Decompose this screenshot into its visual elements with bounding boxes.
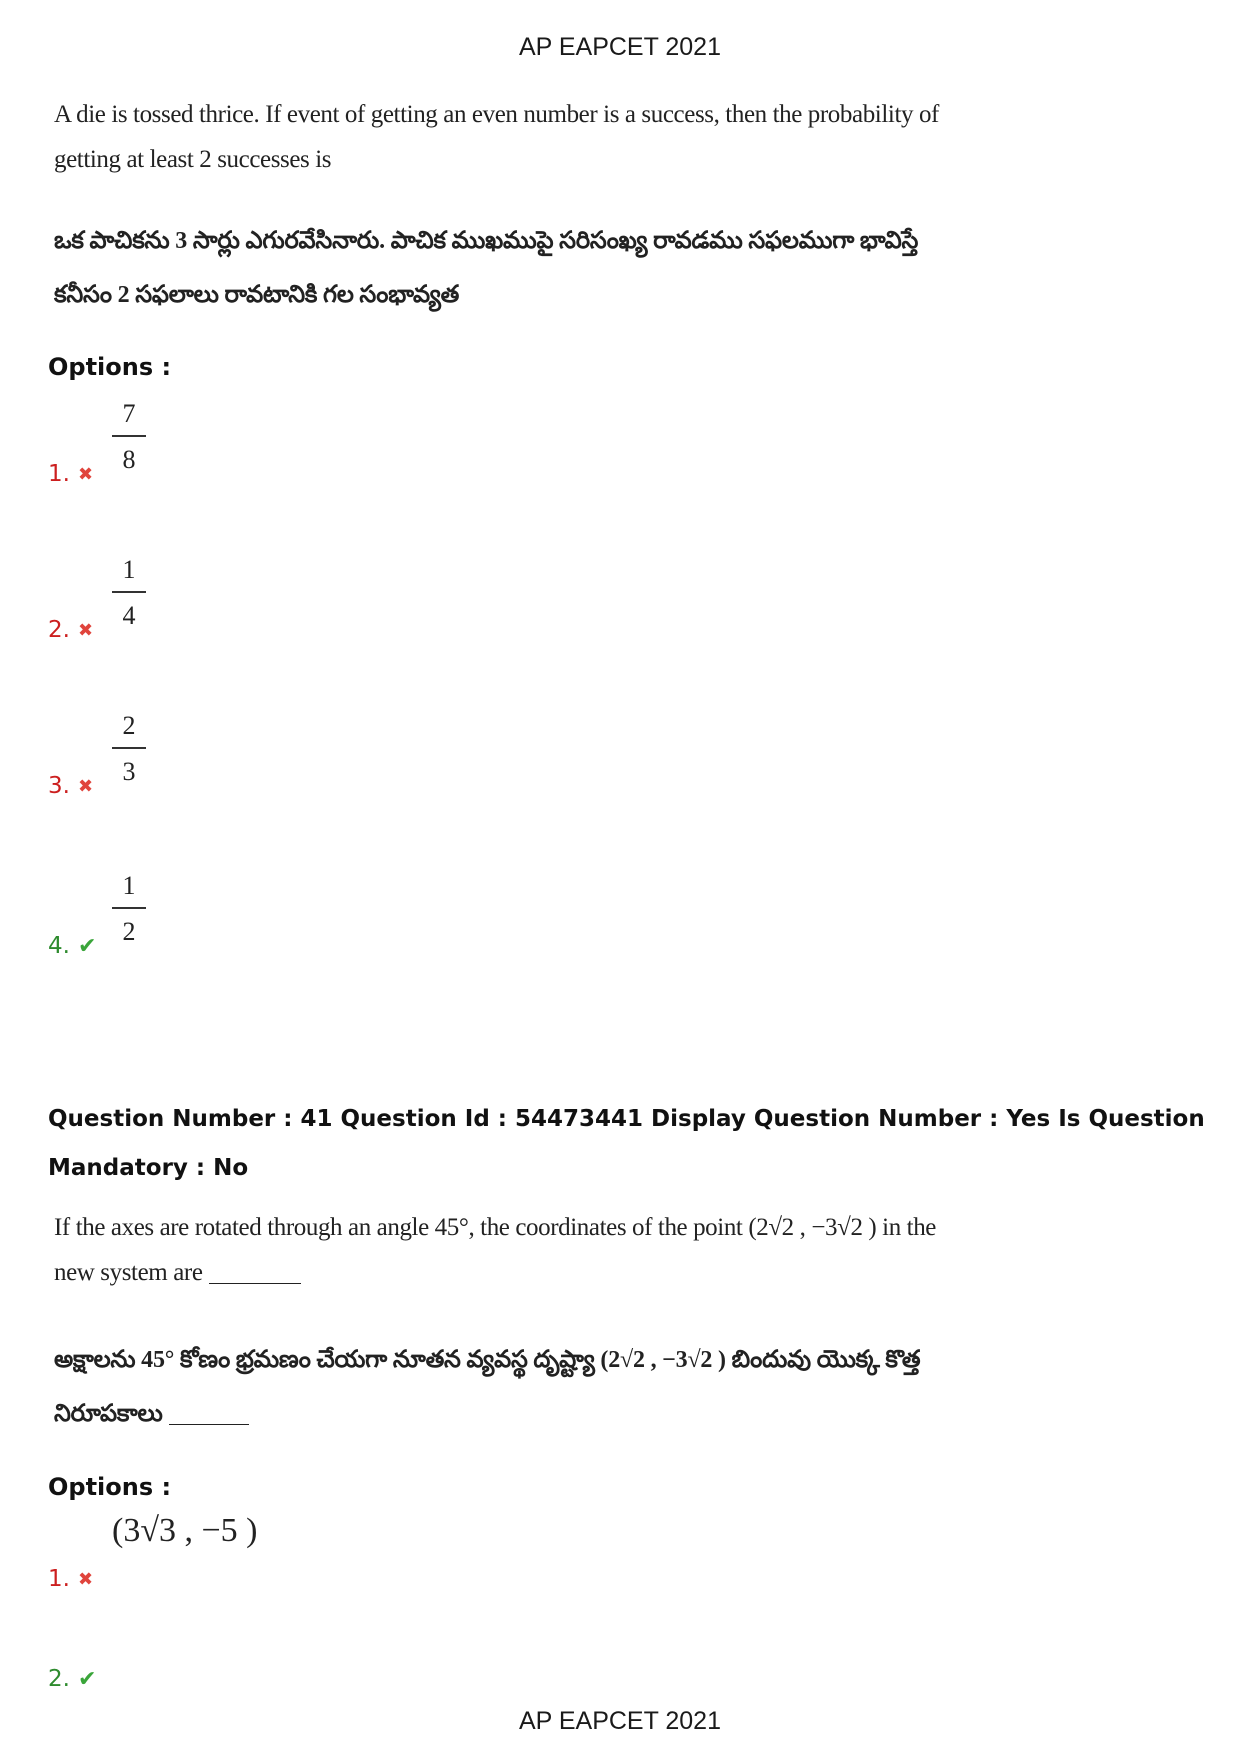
fraction-numerator: 1 <box>122 871 136 900</box>
question-line-text: నిరూపకాలు <box>54 1401 163 1427</box>
fraction-denominator: 8 <box>122 445 136 474</box>
question-line <box>54 1250 936 1295</box>
page-footer: AP EAPCET 2021 <box>519 1707 721 1735</box>
question-text-telugu <box>54 1333 920 1441</box>
fraction-denominator: 2 <box>122 917 136 946</box>
fraction-numerator: 1 <box>122 555 136 584</box>
check-icon: ✔ <box>78 1667 97 1692</box>
answer-blank <box>169 1398 249 1425</box>
fraction-bar <box>112 907 146 909</box>
option-number: 2. <box>48 617 70 643</box>
fraction-numerator: 2 <box>122 711 136 740</box>
cross-icon: ✖ <box>78 620 94 641</box>
option-number: 3. <box>48 773 70 799</box>
option-number: 4. <box>48 933 70 959</box>
fraction-bar <box>112 435 146 437</box>
check-icon: ✔ <box>78 934 97 959</box>
question-meta-line: Mandatory : No <box>48 1155 249 1181</box>
option-number: 1. <box>48 1566 70 1592</box>
question-text-english <box>54 92 939 182</box>
option-2[interactable] <box>48 553 648 643</box>
fraction <box>112 709 146 789</box>
option-1[interactable] <box>48 397 648 487</box>
option-number: 1. <box>48 461 70 487</box>
question-line: కనీసం 2 సఫలాలు రావటానికి గల సంభావ్యత <box>54 282 460 308</box>
option-number: 2. <box>48 1666 70 1692</box>
fraction-bar <box>112 591 146 593</box>
fraction <box>112 553 146 633</box>
question-line-text: new system are <box>54 1259 203 1286</box>
question-line: If the axes are rotated through an angle 45°, the coordinates of the point (2√2 , −3√2 ) in the <box>54 1214 937 1241</box>
fraction <box>112 397 146 477</box>
options-label: Options : <box>48 1473 172 1501</box>
option-2[interactable] <box>48 1600 648 1692</box>
page-header: AP EAPCET 2021 <box>519 33 721 61</box>
answer-blank <box>209 1257 301 1284</box>
fraction-denominator: 4 <box>122 601 136 630</box>
question-text-telugu <box>54 214 918 322</box>
question-line: getting at least 2 successes is <box>54 146 332 173</box>
question-text-english <box>54 1205 936 1295</box>
cross-icon: ✖ <box>78 464 94 485</box>
question-line: A die is tossed thrice. If event of getting an even number is a success, then the probability of <box>54 101 939 128</box>
options-label: Options : <box>48 353 172 381</box>
question-line: ఒక పాచికను 3 సార్లు ఎగురవేసినారు. పాచిక ముఖముపై సరిసంఖ్య రావడము సఫలముగా భావిస్తే <box>54 228 919 254</box>
option-1[interactable] <box>48 1500 648 1592</box>
question-meta <box>48 1095 1208 1193</box>
fraction-bar <box>112 747 146 749</box>
cross-icon: ✖ <box>78 776 94 797</box>
fraction <box>112 869 146 949</box>
option-value: (3√3 , −5 ) <box>112 1512 258 1549</box>
option-3[interactable] <box>48 709 648 799</box>
question-line <box>54 1387 920 1441</box>
question-meta-line: Question Number : 41 Question Id : 54473441 Display Question Number : Yes Is Question <box>48 1106 1205 1132</box>
option-4[interactable] <box>48 869 648 959</box>
question-line: అక్షాలను 45° కోణం భ్రమణం చేయగా నూతన వ్యవస్థ దృష్ట్యా (2√2 , −3√2 ) బిందువు యొక్క కొత్త <box>54 1347 921 1373</box>
fraction-numerator: 7 <box>122 399 136 428</box>
fraction-denominator: 3 <box>122 757 136 786</box>
cross-icon: ✖ <box>78 1569 94 1590</box>
